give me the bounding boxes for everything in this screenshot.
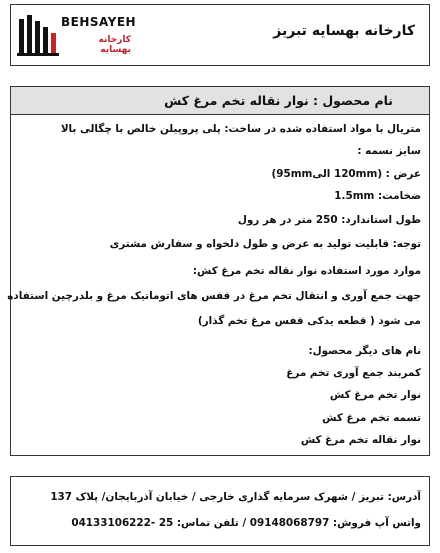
other-name-2: نوار تخم مرغ کش xyxy=(329,389,421,401)
other-name-3: تسمه تخم مرغ کش xyxy=(322,412,421,424)
company-logo xyxy=(15,9,137,61)
footer-box xyxy=(10,476,430,546)
logo-subtitle: کارخانه بهسایه xyxy=(98,35,131,55)
address-line: آدرس: تبریز / شهرک سرمایه گذاری خارجی / خیابان آذربایجان/ پلاک 137 xyxy=(50,491,421,503)
product-title-bar: نام محصول : نوار نقاله تخم مرغ کش xyxy=(11,87,429,115)
usage-line-1: جهت جمع آوری و انتقال تخم مرغ در قفس های اتوماتیک مرغ و بلدرچین استفاده xyxy=(7,290,421,302)
other-name-4: نوار نقاله تخم مرغ کش xyxy=(300,434,421,446)
width-line: عرض : (120mm الی95mm) xyxy=(271,168,421,180)
usage-heading: موارد مورد استفاده نوار نقاله تخم مرغ کش: xyxy=(192,265,421,277)
logo-mark-icon xyxy=(17,13,59,57)
note-line: توجه: قابلیت تولید به عرض و طول دلخواه و سفارش مشتری xyxy=(109,238,421,250)
size-heading: سایز نسمه : xyxy=(357,145,421,157)
other-name-1: کمربند جمع آوری تخم مرغ xyxy=(286,367,421,379)
length-line: طول استاندارد: 250 متر در هر رول xyxy=(237,214,421,226)
material-line: متریال با مواد استفاده شده در ساخت: پلی پروپیلن خالص با چگالی بالا xyxy=(60,123,421,135)
company-title: کارخانه بهسایه تبریز xyxy=(273,23,415,39)
contact-line: واتس آپ فروش: 09148068797 / تلفن تماس: 25 -04133106222 xyxy=(71,517,421,529)
usage-line-2: می شود ( قطعه یدکی قفس مرغ تخم گذار) xyxy=(197,315,421,327)
logo-brand-text: BEHSAYEH xyxy=(61,15,137,29)
product-box xyxy=(7,86,430,456)
other-names-heading: نام های دیگر محصول: xyxy=(308,345,421,357)
thickness-line: ضخامت: 1.5mm xyxy=(334,190,421,202)
header-box xyxy=(10,4,430,66)
